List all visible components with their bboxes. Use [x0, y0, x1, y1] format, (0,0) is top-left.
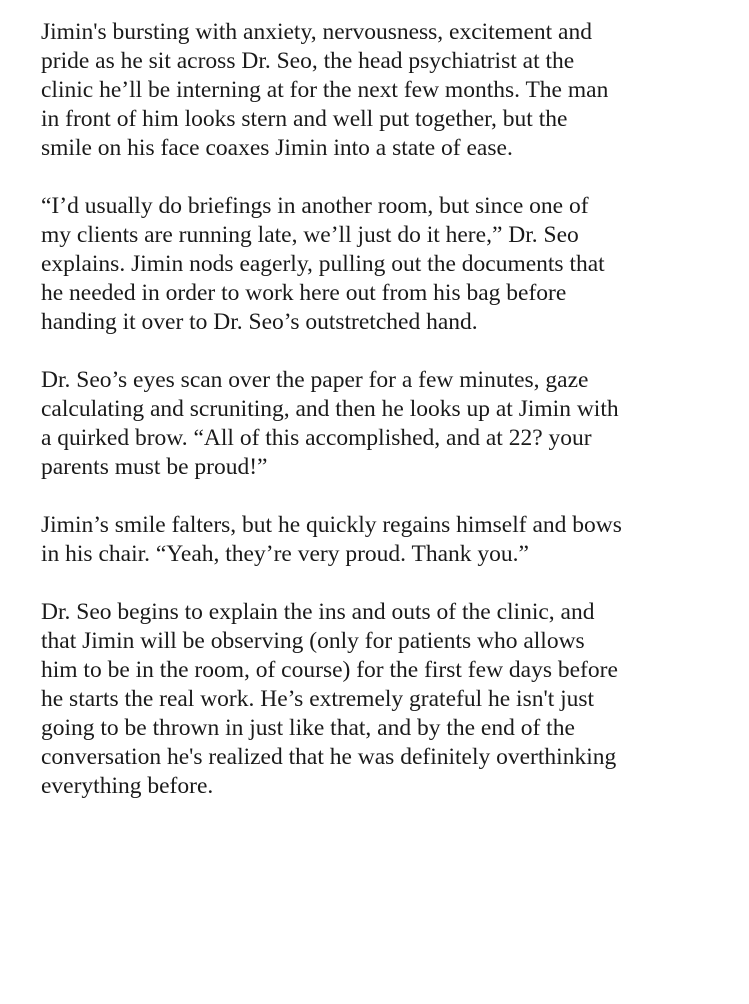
text-line: he starts the real work. He’s extremely grateful he isn't just: [41, 686, 595, 712]
paragraph-5: [41, 598, 721, 801]
text-line: Jimin’s smile falters, but he quickly regains himself and bows: [41, 512, 622, 538]
text-line: handing it over to Dr. Seo’s outstretched hand.: [41, 309, 478, 335]
text-line: going to be thrown in just like that, and by the end of the: [41, 715, 575, 741]
text-line: parents must be proud!”: [41, 454, 268, 480]
paragraph-3: [41, 366, 721, 482]
text-line: Dr. Seo’s eyes scan over the paper for a few minutes, gaze: [41, 367, 589, 393]
text-line: explains. Jimin nods eagerly, pulling out the documents that: [41, 251, 605, 277]
text-line: him to be in the room, of course) for the first few days before: [41, 657, 618, 683]
text-line: conversation he's realized that he was definitely overthinking: [41, 744, 617, 770]
text-line: in front of him looks stern and well put together, but the: [41, 106, 568, 132]
text-line: that Jimin will be observing (only for patients who allows: [41, 628, 585, 654]
text-line: smile on his face coaxes Jimin into a state of ease.: [41, 135, 513, 161]
text-line: in his chair. “Yeah, they’re very proud. Thank you.”: [41, 541, 529, 567]
paragraph-1: [41, 18, 721, 163]
story-text: [41, 18, 721, 830]
text-line: clinic he’ll be interning at for the next few months. The man: [41, 77, 609, 103]
text-line: Jimin's bursting with anxiety, nervousness, excitement and: [41, 19, 592, 45]
text-line: everything before.: [41, 773, 214, 799]
text-line: pride as he sit across Dr. Seo, the head psychiatrist at the: [41, 48, 575, 74]
text-line: “I’d usually do briefings in another room, but since one of: [41, 193, 589, 219]
text-line: a quirked brow. “All of this accomplished, and at 22? your: [41, 425, 592, 451]
text-line: he needed in order to work here out from his bag before: [41, 280, 567, 306]
text-line: Dr. Seo begins to explain the ins and outs of the clinic, and: [41, 599, 595, 625]
paragraph-4: [41, 511, 721, 569]
text-line: calculating and scruniting, and then he looks up at Jimin with: [41, 396, 619, 422]
text-line: my clients are running late, we’ll just do it here,” Dr. Seo: [41, 222, 579, 248]
paragraph-2: [41, 192, 721, 337]
